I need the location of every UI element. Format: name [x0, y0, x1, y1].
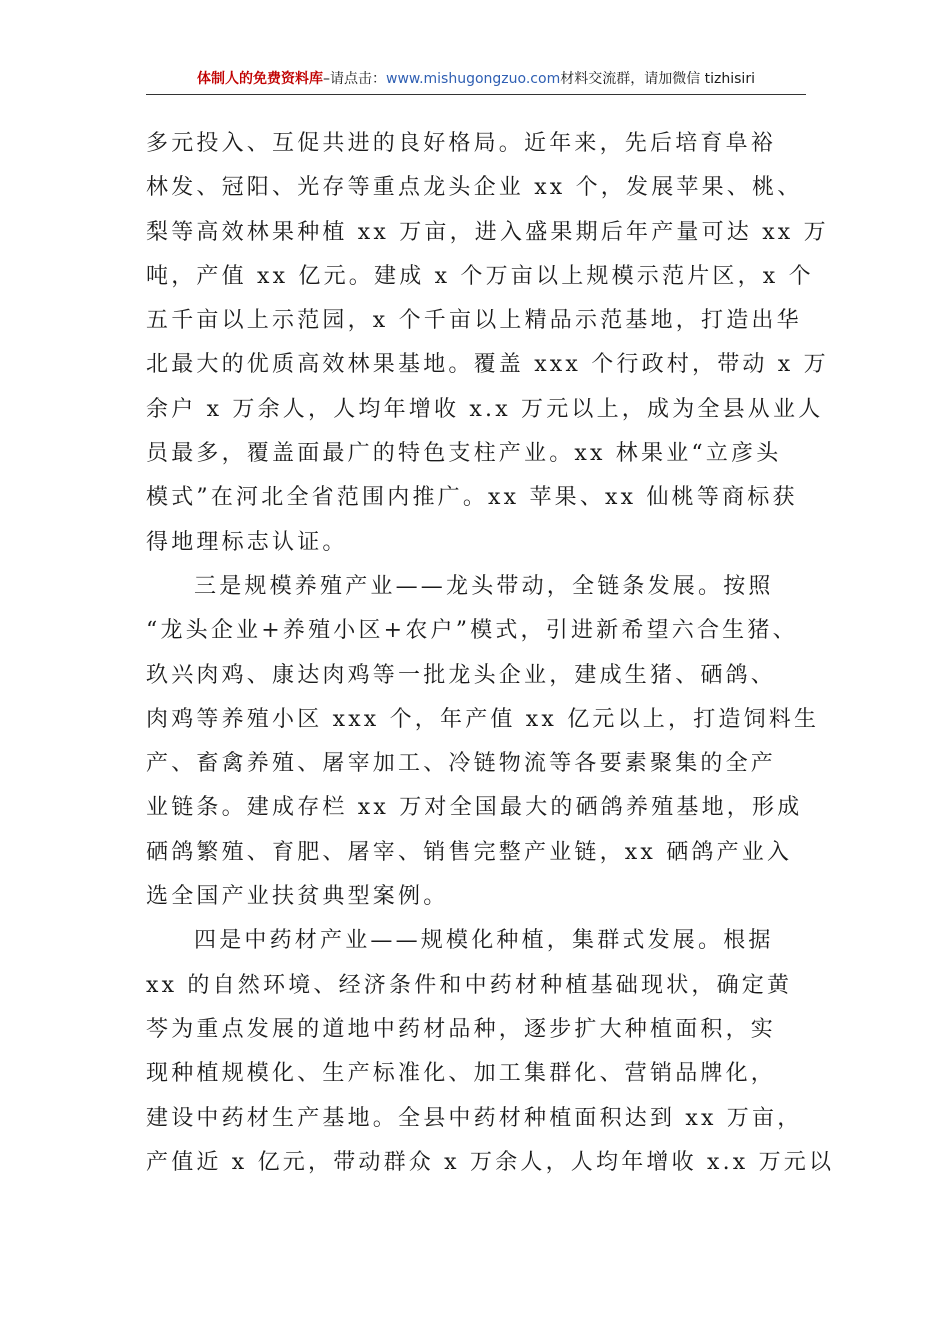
text-line: 芩为重点发展的道地中药材品种，逐步扩大种植面积，实	[146, 1016, 777, 1042]
text-line: 林发、冠阳、光存等重点龙头企业 xx 个，发展苹果、桃、	[146, 175, 803, 201]
header-site-name: 体制人的免费资料库	[197, 71, 324, 87]
header-prompt: –请点击：	[323, 71, 387, 87]
text-line: 余户 x 万余人，人均年增收 x.x 万元以上，成为全县从业人	[146, 396, 824, 422]
text-line: 硒鸽繁殖、育肥、屠宰、销售完整产业链，xx 硒鸽产业入	[146, 839, 793, 865]
text-line: “龙头企业+养殖小区+农户”模式，引进新希望六合生猪、	[146, 618, 798, 644]
text-line: 多元投入、互促共进的良好格局。近年来，先后培育阜裕	[146, 131, 777, 156]
text-line: 北最大的优质高效林果基地。覆盖 xxx 个行政村，带动 x 万	[146, 352, 829, 378]
page-header	[146, 66, 806, 95]
text-line: 产、畜禽养殖、屠宰加工、冷链物流等各要素聚集的全产	[146, 751, 777, 777]
paragraph-start-line: 三是规模养殖产业——龙头带动，全链条发展。按照	[194, 573, 774, 599]
paragraph-start-line: 四是中药材产业——规模化种植，集群式发展。根据	[194, 928, 774, 954]
text-line: 玖兴肉鸡、康达肉鸡等一批龙头企业，建成生猪、硒鸽、	[146, 662, 777, 688]
text-line: 梨等高效林果种植 xx 万亩，进入盛果期后年产量可达 xx 万	[146, 219, 829, 245]
document-body	[146, 122, 835, 1185]
text-line: 模式”在河北全省范围内推广。xx 苹果、xx 仙桃等商标获	[146, 485, 798, 511]
text-line: 建设中药材生产基地。全县中药材种植面积达到 xx 万亩，	[146, 1105, 803, 1131]
text-line: 业链条。建成存栏 xx 万对全国最大的硒鸽养殖基地，形成	[146, 795, 803, 821]
header-contact-note: 材料交流群，请加微信 tizhisiri	[560, 71, 755, 87]
text-line: 选全国产业扶贫典型案例。	[146, 884, 449, 910]
text-line: 肉鸡等养殖小区 xxx 个，年产值 xx 亿元以上，打造饲料生	[146, 706, 820, 732]
header-url-link[interactable]: www.mishugongzuo.com	[386, 71, 561, 87]
text-line: 员最多，覆盖面最广的特色支柱产业。xx 林果业“立彦头	[146, 441, 782, 467]
text-line: xx 的自然环境、经济条件和中药材种植基础现状，确定黄	[146, 972, 793, 998]
text-line: 吨，产值 xx 亿元。建成 x 个万亩以上规模示范片区，x 个	[146, 263, 814, 289]
text-line: 五千亩以上示范园，x 个千亩以上精品示范基地，打造出华	[146, 308, 802, 334]
text-line: 现种植规模化、生产标准化、加工集群化、营销品牌化，	[146, 1061, 777, 1087]
text-line: 产值近 x 亿元，带动群众 x 万余人，人均年增收 x.x 万元以	[146, 1149, 835, 1175]
text-line: 得地理标志认证。	[146, 529, 348, 555]
